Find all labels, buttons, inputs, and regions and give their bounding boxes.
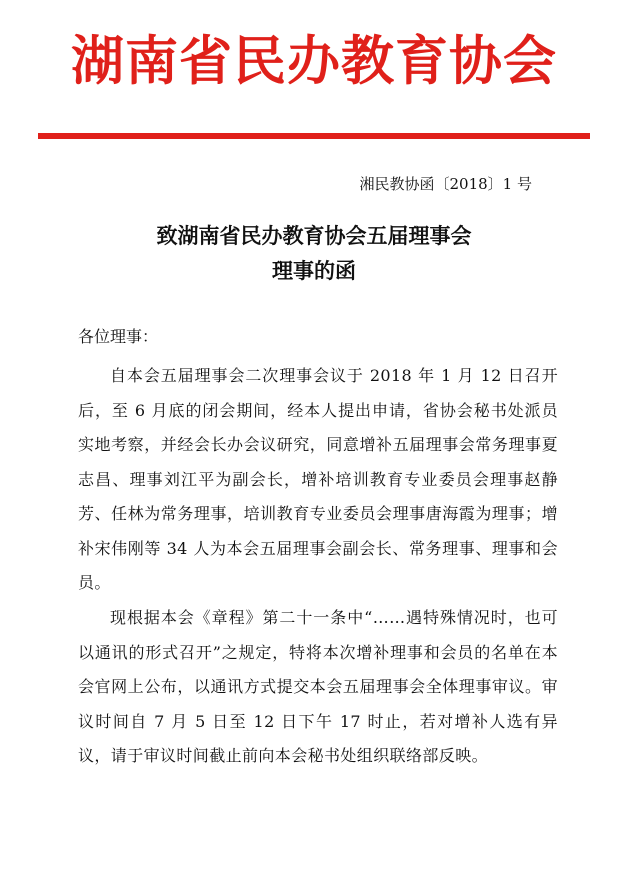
letterhead-red-rule (38, 133, 590, 139)
body-paragraph: 现根据本会《章程》第二十一条中“……遇特殊情况时，也可以通讯的形式召开”之规定，特将本次增补理事和会员的名单在本会官网上公布，以通讯方式提交本会五届理事会全体理事审议。审议时间自 7 月 5 日至 12 日下午 17 时止，若对增补人选有异议，请于审议时间截止前向本会秘书处组织联络部反映。 (78, 608, 558, 765)
body-paragraph: 自本会五届理事会二次理事会议于 2018 年 1 月 12 日召开后，至 6 月底的闭会期间，经本人提出申请，省协会秘书处派员实地考察，并经会长办会议研究，同意增补五届理事会常务理事夏志昌、理事刘江平为副会长，增补培训教育专业委员会理事赵静芳、任林为常务理事，培训教育专业委员会理事唐海霞为理事；增补宋伟刚等 34 人为本会五届理事会副会长、常务理事、理事和会员。 (78, 366, 558, 592)
document-title-line-1: 致湖南省民办教育协会五届理事会 (156, 223, 472, 248)
letterhead-title: 湖南省民办教育协会 (71, 31, 557, 92)
document-title-line-2: 理事的函 (272, 258, 356, 283)
salutation: 各位理事： (78, 327, 159, 346)
document-number: 湘民教协函〔2018〕1 号 (359, 175, 532, 193)
